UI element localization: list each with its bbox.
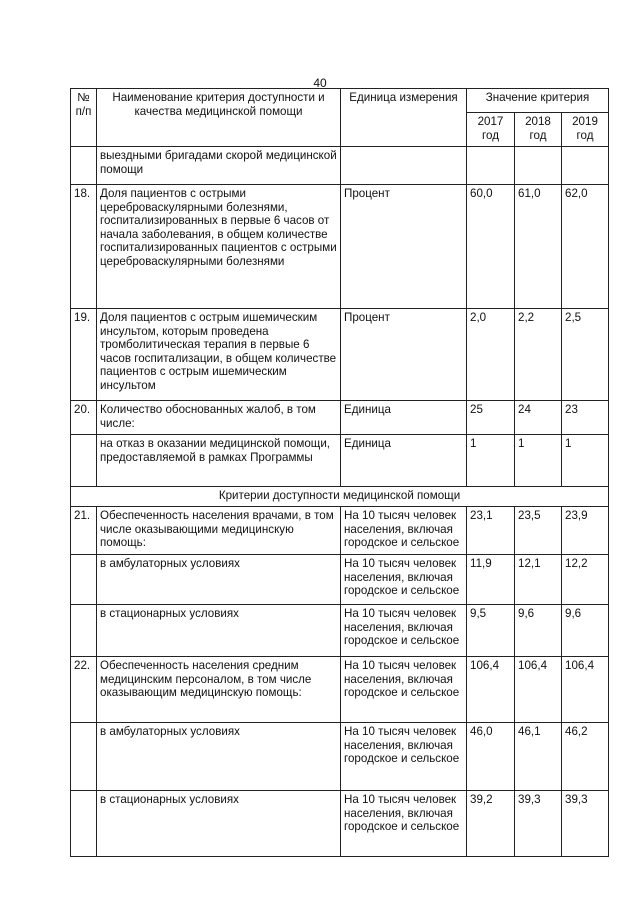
row-number	[71, 605, 97, 657]
section-row	[71, 487, 609, 507]
criteria-table	[70, 88, 609, 857]
table-body	[71, 89, 609, 857]
value-2018: 23,5	[515, 507, 562, 555]
table-row	[71, 401, 609, 435]
header-num: № п/п	[71, 89, 97, 147]
table-row	[71, 657, 609, 723]
row-number: 22.	[71, 657, 97, 723]
value-2017: 9,5	[467, 605, 515, 657]
value-2017: 46,0	[467, 723, 515, 791]
row-number	[71, 435, 97, 487]
unit-cell: На 10 тысяч человек населения, включая городское и сельское	[341, 723, 467, 791]
row-number	[71, 723, 97, 791]
criterion-name: Количество обоснованных жалоб, в том числе:	[97, 401, 341, 435]
value-2017: 60,0	[467, 185, 515, 309]
criterion-name: выездными бригадами скорой медицинской помощи	[97, 147, 341, 185]
value-2019: 62,0	[562, 185, 609, 309]
value-2017: 11,9	[467, 555, 515, 605]
header-year-2017: 2017 год	[467, 113, 515, 147]
header-name: Наименование критерия доступности и качества медицинской помощи	[97, 89, 341, 147]
value-2017: 39,2	[467, 791, 515, 857]
unit-cell: На 10 тысяч человек населения, включая городское и сельское	[341, 657, 467, 723]
value-2019: 46,2	[562, 723, 609, 791]
unit-cell	[341, 147, 467, 185]
row-number: 20.	[71, 401, 97, 435]
table-row	[71, 185, 609, 309]
unit-cell: На 10 тысяч человек населения, включая городское и сельское	[341, 507, 467, 555]
unit-cell: На 10 тысяч человек населения, включая городское и сельское	[341, 605, 467, 657]
row-number	[71, 147, 97, 185]
page-number: 40	[313, 76, 327, 90]
value-2018: 39,3	[515, 791, 562, 857]
criterion-name: в стационарных условиях	[97, 605, 341, 657]
criterion-name: Обеспеченность населения средним медицинским персоналом, в том числе оказывающим медицинскую помощь:	[97, 657, 341, 723]
value-2019: 12,2	[562, 555, 609, 605]
table-row	[71, 791, 609, 857]
criterion-name: Доля пациентов с острыми цереброваскулярными болезнями, госпитализированных в первые 6 часов от начала заболевания, в общем количестве госпитализированных пациентов с острыми цереброваскулярными болезнями	[97, 185, 341, 309]
table-row	[71, 435, 609, 487]
criterion-name: в стационарных условиях	[97, 791, 341, 857]
value-2019: 9,6	[562, 605, 609, 657]
value-2018: 12,1	[515, 555, 562, 605]
table-row	[71, 605, 609, 657]
value-2019	[562, 147, 609, 185]
value-2017: 25	[467, 401, 515, 435]
value-2018: 1	[515, 435, 562, 487]
value-2018: 24	[515, 401, 562, 435]
value-2017: 2,0	[467, 309, 515, 401]
header-value: Значение критерия	[467, 89, 609, 113]
criterion-name: на отказ в оказании медицинской помощи, предоставляемой в рамках Программы	[97, 435, 341, 487]
row-number: 21.	[71, 507, 97, 555]
value-2018	[515, 147, 562, 185]
table-row	[71, 309, 609, 401]
criterion-name: Обеспеченность населения врачами, в том числе оказывающими медицинскую помощь:	[97, 507, 341, 555]
value-2019: 106,4	[562, 657, 609, 723]
value-2017	[467, 147, 515, 185]
value-2017: 23,1	[467, 507, 515, 555]
value-2017: 1	[467, 435, 515, 487]
table-row	[71, 555, 609, 605]
value-2019: 23,9	[562, 507, 609, 555]
unit-cell: На 10 тысяч человек населения, включая городское и сельское	[341, 555, 467, 605]
value-2018: 106,4	[515, 657, 562, 723]
header-unit: Единица измерения	[341, 89, 467, 147]
value-2019: 1	[562, 435, 609, 487]
unit-cell: Единица	[341, 435, 467, 487]
value-2017: 106,4	[467, 657, 515, 723]
criterion-name: в амбулаторных условиях	[97, 723, 341, 791]
unit-cell: Единица	[341, 401, 467, 435]
criterion-name: в амбулаторных условиях	[97, 555, 341, 605]
table-row	[71, 723, 609, 791]
value-2018: 9,6	[515, 605, 562, 657]
value-2019: 2,5	[562, 309, 609, 401]
value-2018: 2,2	[515, 309, 562, 401]
row-number: 19.	[71, 309, 97, 401]
row-number	[71, 791, 97, 857]
unit-cell: Процент	[341, 309, 467, 401]
row-number	[71, 555, 97, 605]
header-row	[71, 89, 609, 113]
criterion-name: Доля пациентов с острым ишемическим инсультом, которым проведена тромболитическая терапия в первые 6 часов госпитализации, в общем количестве пациентов с острым ишемическим инсультом	[97, 309, 341, 401]
section-title: Критерии доступности медицинской помощи	[71, 487, 609, 507]
header-year-2019: 2019 год	[562, 113, 609, 147]
table-row	[71, 507, 609, 555]
value-2019: 39,3	[562, 791, 609, 857]
unit-cell: На 10 тысяч человек населения, включая городское и сельское	[341, 791, 467, 857]
table-row	[71, 147, 609, 185]
header-year-2018: 2018 год	[515, 113, 562, 147]
value-2018: 46,1	[515, 723, 562, 791]
row-number: 18.	[71, 185, 97, 309]
value-2019: 23	[562, 401, 609, 435]
value-2018: 61,0	[515, 185, 562, 309]
unit-cell: Процент	[341, 185, 467, 309]
